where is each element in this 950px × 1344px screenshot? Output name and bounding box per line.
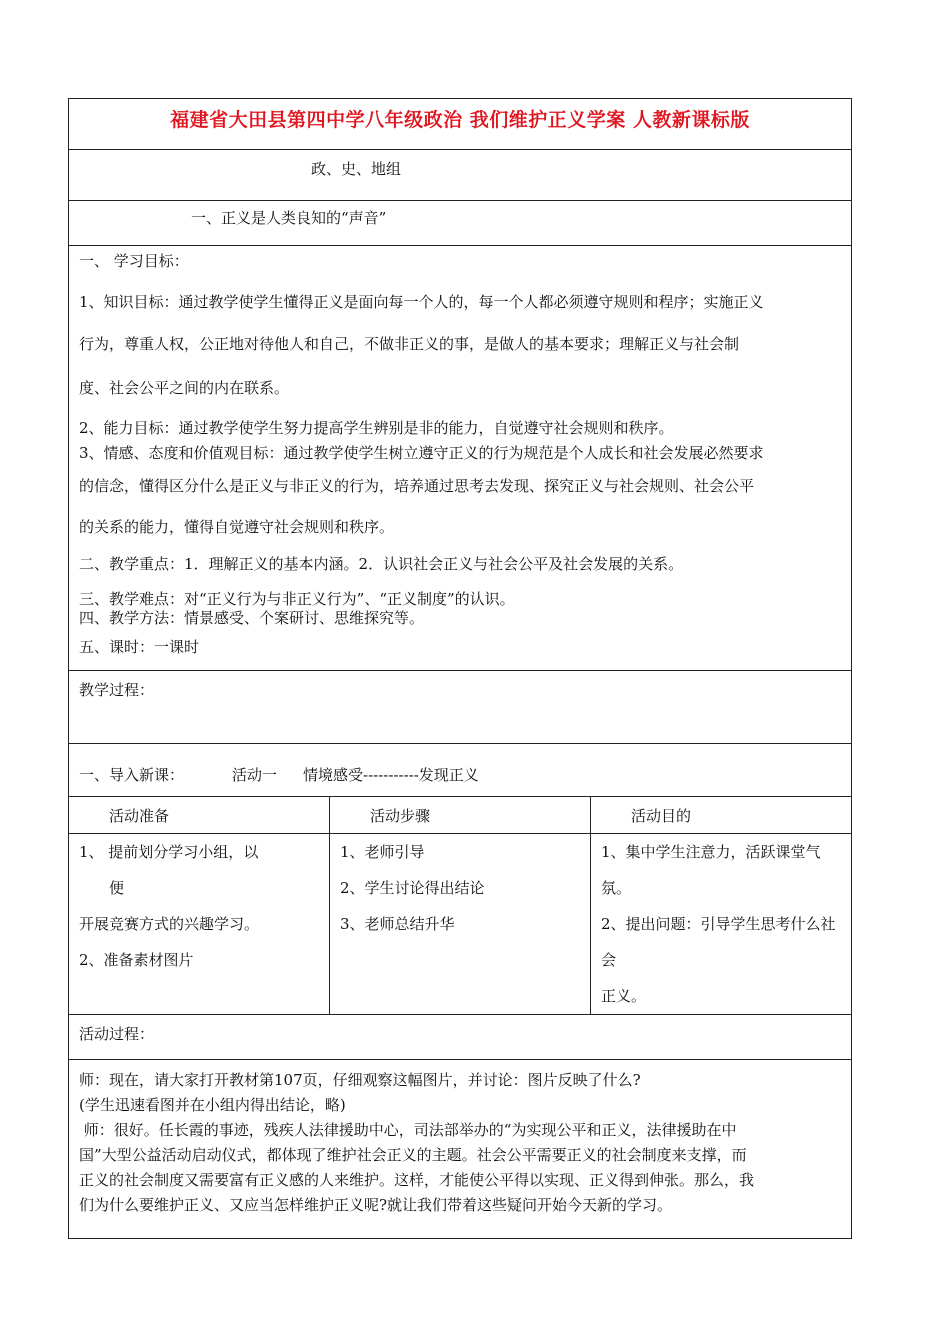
step-line: 1、老师引导	[340, 843, 425, 861]
activity-content-row	[69, 834, 852, 1015]
prep-line: 2、准备素材图片	[79, 951, 194, 969]
activity-process-label: 活动过程：	[79, 1025, 155, 1043]
emotion-line: 的关系的能力，懂得自觉遵守社会规则和秩序。	[79, 518, 395, 536]
story-line: 师：现在，请大家打开教材第107页，仔细观察这幅图片，并讨论：图片反映了什么?	[79, 1071, 641, 1089]
key-points: 二、教学重点：1．理解正义的基本内涵。2．认识社会正义与社会公平及社会发展的关系。	[79, 555, 684, 573]
group-cell	[69, 150, 852, 201]
intro-text: 情境感受-----------发现正义	[303, 766, 479, 784]
emotion-line: 的信念，懂得区分什么是正义与非正义的行为，培养通过思考去发现、探究正义与社会规则、社会公平	[79, 477, 755, 495]
story-line: 正义的社会制度又需要富有正义感的人来维护。这样，才能使公平得以实现、正义得到伸张。那么，我	[79, 1171, 755, 1189]
knowledge-line: 1、知识目标：通过教学使学生懂得正义是面向每一个人的，每一个人都必须遵守规则和程序；实施正义	[79, 293, 764, 311]
difficulties: 三、教学难点：对“正义行为与非正义行为”、“正义制度”的认识。	[79, 590, 515, 608]
objectives-cell	[69, 246, 852, 671]
steps-cell	[330, 834, 591, 1015]
prep-line: 便	[109, 879, 125, 897]
activity-header-row	[69, 797, 852, 834]
purpose-line: 1、集中学生注意力，活跃课堂气氛。	[601, 843, 821, 897]
prep-line: 1、 提前划分学习小组，以	[79, 843, 259, 861]
step-line: 3、老师总结升华	[340, 915, 455, 933]
story-cell	[69, 1060, 852, 1239]
lesson-plan-document	[68, 98, 852, 1239]
intro-cell	[69, 744, 852, 797]
periods: 五、课时：一课时	[79, 638, 200, 656]
step-line: 2、学生讨论得出结论	[340, 879, 485, 897]
document-title: 福建省大田县第四中学八年级政治 我们维护正义学案 人教新课标版	[170, 109, 750, 131]
ability-objective: 2、能力目标：通过教学使学生努力提高学生辨别是非的能力，自觉遵守社会规则和秩序。	[79, 419, 674, 437]
intro-activity: 活动一	[232, 766, 278, 784]
methods: 四、教学方法：情景感受、个案研讨、思维探究等。	[79, 609, 425, 627]
process-cell	[69, 671, 852, 744]
header-prep: 活动准备	[69, 797, 330, 834]
process-label: 教学过程：	[79, 681, 155, 699]
purpose-line: 2、提出问题：引导学生思考什么社会	[601, 915, 836, 969]
knowledge-line: 度、社会公平之间的内在联系。	[79, 379, 290, 397]
intro-label: 一、导入新课：	[79, 766, 185, 784]
section-heading: 一、正义是人类良知的“声音”	[191, 209, 387, 227]
purpose-line: 正义。	[601, 987, 647, 1005]
title-cell	[69, 99, 852, 150]
story-line: (学生迅速看图并在小组内得出结论，略)	[79, 1096, 346, 1114]
intro-line	[79, 764, 479, 785]
prep-cell	[69, 834, 330, 1015]
section-cell	[69, 201, 852, 246]
story-line: 师：很好。任长霞的事迹，残疾人法律援助中心，司法部举办的“为实现公平和正义，法律援助在中	[79, 1121, 737, 1139]
prep-line: 开展竞赛方式的兴趣学习。	[79, 915, 260, 933]
activity-process-cell	[69, 1015, 852, 1060]
objectives-heading: 一、 学习目标：	[79, 252, 189, 270]
purpose-cell	[591, 834, 852, 1015]
header-purpose: 活动目的	[591, 797, 852, 834]
header-steps: 活动步骤	[330, 797, 591, 834]
emotion-line: 3、情感、态度和价值观目标：通过教学使学生树立遵守正义的行为规范是个人成长和社会发展必然要求	[79, 444, 764, 462]
lesson-plan-table	[68, 98, 852, 1239]
teaching-group: 政、史、地组	[311, 160, 402, 178]
knowledge-line: 行为，尊重人权，公正地对待他人和自己，不做非正义的事，是做人的基本要求；理解正义与社会制	[79, 335, 740, 353]
story-line: 们为什么要维护正义、又应当怎样维护正义呢?就让我们带着这些疑问开始今天新的学习。	[79, 1196, 673, 1214]
story-line: 国”大型公益活动启动仪式，都体现了维护社会正义的主题。社会公平需要正义的社会制度来支撑，而	[79, 1146, 747, 1164]
